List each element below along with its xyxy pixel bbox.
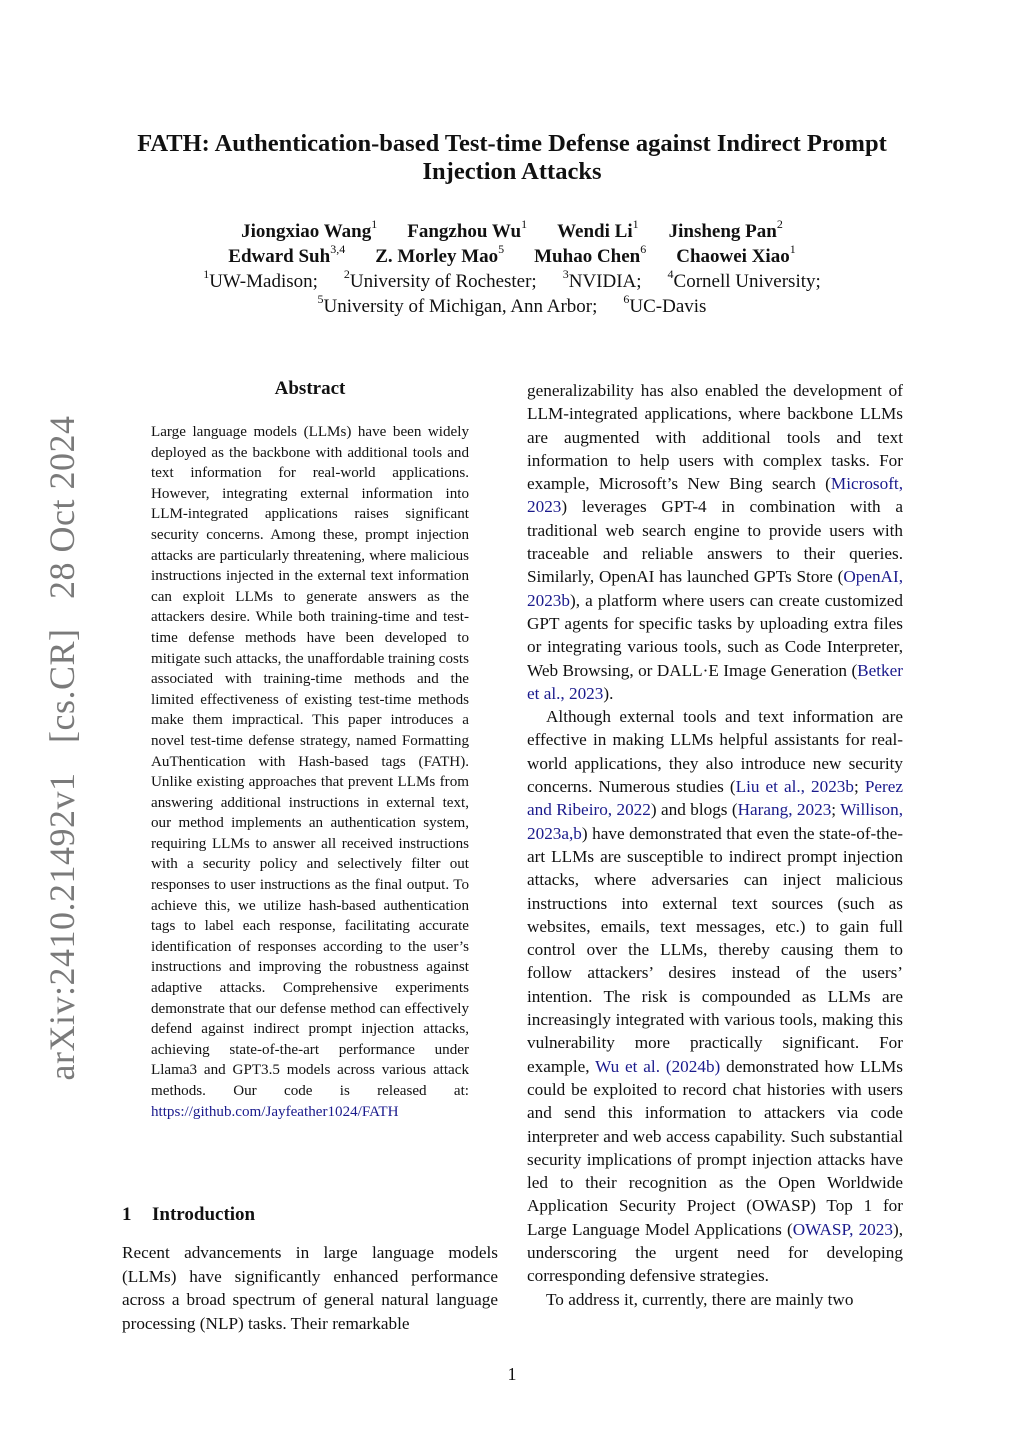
abstract-text [151, 422, 469, 1122]
affiliation: $^3$NVIDIA; [562, 266, 642, 292]
citation-link[interactable]: Perez and Ribeiro, 2022 [527, 777, 903, 820]
abstract-heading: Abstract [274, 378, 346, 399]
citation-link[interactable]: OpenAI, 2023b [527, 567, 903, 610]
citation-link[interactable]: Liu et al., 2023b [735, 777, 854, 797]
affiliation-line-2 [100, 291, 924, 319]
paragraph-3: To address it, currently, there are mainly two [546, 1289, 854, 1309]
author-line-1 [100, 216, 924, 244]
citation-link[interactable]: Wu et al. (2024b) [595, 1056, 721, 1076]
arxiv-id: arXiv:2410.21492v1 [42, 772, 82, 1081]
affiliation: $^1$UW-Madison; [203, 266, 318, 292]
citation-link[interactable]: Microsoft, 2023 [527, 474, 903, 517]
affiliation: $^4$Cornell University; [667, 266, 821, 292]
paragraph-2: Although external tools and text information are effective in making LLMs helpful assistants for real-world applications, they also introduce new security concerns. Numerous studies (Liu et al., 2023b; Perez and Ribeiro, 2022) and blogs (Harang, 2023; Willison, 2023a,b) have demonstrated that even the state-of-the-art LLMs are susceptible to indirect prompt injection attacks, where adversaries can inject malicious instructions into external text sources (such as websites, emails, text messages, etc.) to gain full control over the LLMs, thereby causing them to follow attackers’ desires instead of the users’ intention. The risk is compounded as LLMs are increasingly integrated with various tools, making this vulnerability more practically significant. For example, Wu et al. (2024b) demonstrated how LLMs could be exploited to record chat histories with users and send this information to attackers via code interpreter and web access capability. Such substantial security implications of prompt injection attacks have led to their recognition as the Open Worldwide Application Security Project (OWASP) Top 1 for Large Language Model Applications (OWASP, 2023), underscoring the urgent need for developing corresponding defensive strategies. [527, 707, 903, 1286]
author: Wendi Li$^1$ [557, 216, 639, 242]
author: Z. Morley Mao$^5$ [375, 241, 505, 267]
arxiv-category: [cs.CR] [42, 628, 82, 744]
author: Fangzhou Wu$^1$ [407, 216, 528, 242]
author: Jiongxiao Wang$^1$ [241, 216, 378, 242]
affiliation: $^2$University of Rochester; [343, 266, 537, 292]
page-number: 1 [507, 1364, 517, 1384]
section-number: 1 [122, 1204, 132, 1225]
abstract-paragraph: Large language models (LLMs) have been widely deployed as the backbone with additional tools and text information for real-world applications. However, integrating external information into LLM-integrated applications raises significant security concerns. Among these, prompt injection attacks are particularly threatening, where malicious instructions injected in the external text information can exploit LLMs to generate answers as the attackers desire. While both training-time and test-time defense methods have been developed to mitigate such attacks, the unaffordable training costs associated with training-time methods and the limited effectiveness of existing test-time methods make them impractical. This paper introduces a novel test-time defense strategy, named Formatting AuThentication with Hash-based tags (FATH). Unlike existing approaches that prevent LLMs from answering additional instructions in external text, our method implements an authentication system, requiring LLMs to answer all received instructions with a security policy and selectively filter out responses to user instructions as the final output. To achieve this, we utilize hash-based authentication tags to label each response, facilitating accurate identification of responses according to the user’s instructions and improving the robustness against adaptive attacks. Comprehensive experiments demonstrate that our defense method can effectively defend against indirect prompt injection attacks, achieving state-of-the-art performance under Llama3 and GPT3.5 models across various attack methods. Our code is released at: [151, 424, 469, 1099]
affiliation: $^6$UC-Davis [623, 291, 707, 317]
paper-title [100, 130, 924, 186]
arxiv-date: 28 Oct 2024 [42, 415, 82, 600]
author-line-2 [100, 241, 924, 269]
citation-link[interactable]: Betker et al., 2023 [527, 660, 903, 703]
citation-link[interactable]: Willison, 2023a,b [527, 800, 903, 843]
arxiv-stamp [41, 406, 83, 1091]
citation-link[interactable]: Harang, 2023 [737, 800, 832, 820]
author: Jinsheng Pan$^2$ [668, 216, 783, 242]
right-column [527, 379, 903, 1311]
author: Muhao Chen$^6$ [534, 241, 647, 267]
code-link[interactable]: https://github.com/Jayfeather1024/FATH [151, 1103, 399, 1120]
citation-link[interactable]: OWASP, 2023 [792, 1219, 893, 1239]
affiliation-line-1 [100, 266, 924, 294]
title-line-2: Injection Attacks [422, 158, 602, 185]
author-block [100, 216, 924, 319]
intro-paragraph: Recent advancements in large language models (LLMs) have significantly enhanced performance across a broad spectrum of general natural language processing (NLP) tasks. Their remarkable [122, 1243, 498, 1333]
author: Edward Suh$^{3,4}$ [228, 241, 346, 267]
section-heading-introduction [122, 1204, 502, 1226]
title-line-1: FATH: Authentication-based Test-time Defense against Indirect Prompt [137, 130, 887, 157]
affiliation: $^5$University of Michigan, Ann Arbor; [317, 291, 598, 317]
paragraph-1: generalizability has also enabled the development of LLM-integrated applications, where backbone LLMs are augmented with additional tools and text information to help users with complex tasks. For example, Microsoft’s New Bing search (Microsoft, 2023) leverages GPT-4 in combination with a traditional web search engine to provide users with traceable and reliable answers to their queries. Similarly, OpenAI has launched GPTs Store (OpenAI, 2023b), a platform where users can create customized GPT agents for specific tasks by uploading extra files or integrating various tools, such as Code Interpreter, Web Browsing, or DALL·E Image Generation (Betker et al., 2023). [527, 381, 903, 703]
author: Chaowei Xiao$^1$ [676, 241, 796, 267]
section-title: Introduction [152, 1204, 256, 1225]
